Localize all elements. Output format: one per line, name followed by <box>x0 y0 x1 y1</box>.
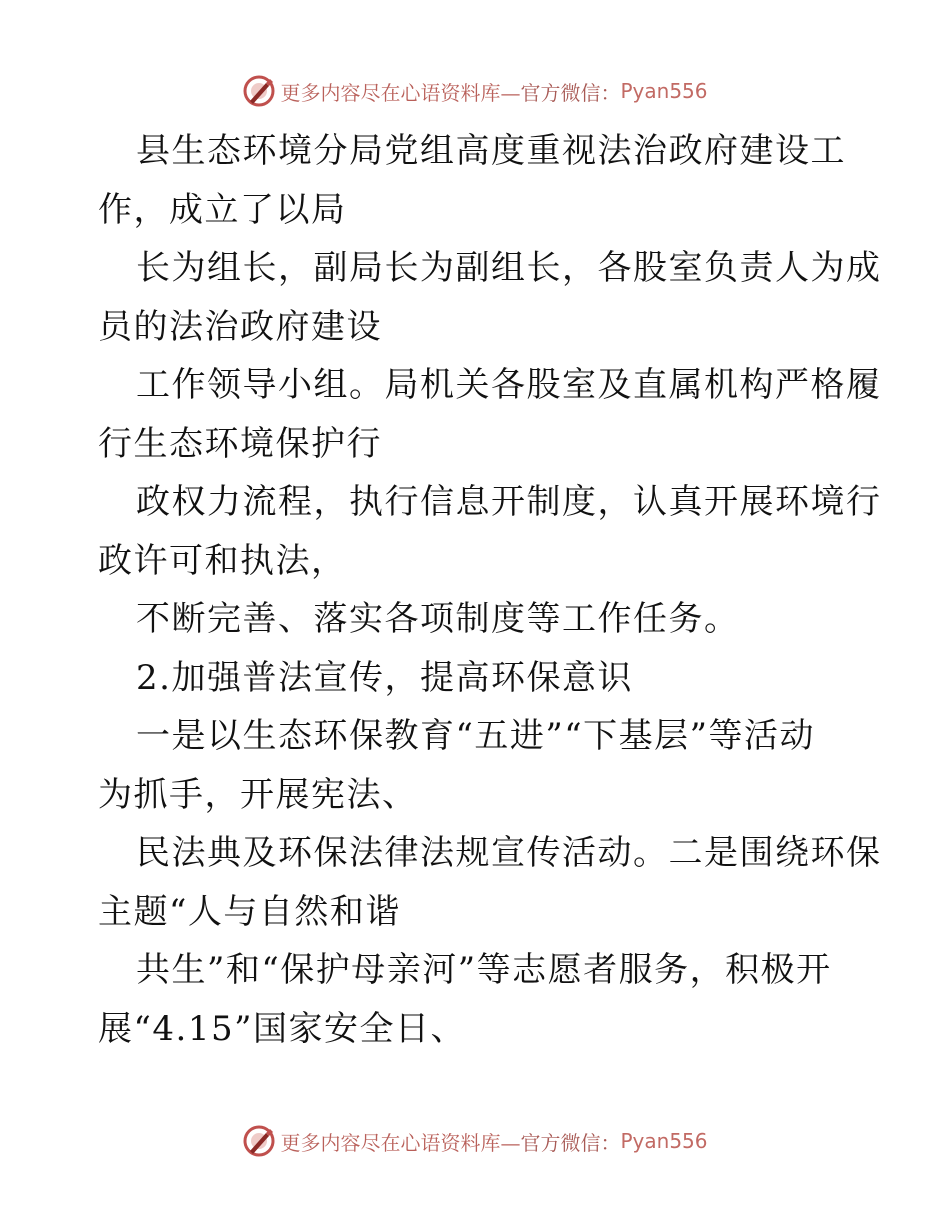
text-line: 工作领导小组。局机关各股室及直属机构严格履 <box>136 365 882 405</box>
text-line: 长为组长，副局长为副组长，各股室负责人为成 <box>136 248 882 288</box>
text-line: 县生态环境分局党组高度重视法治政府建设工 <box>136 131 846 171</box>
header-wechat-label: 官方微信： <box>520 80 621 105</box>
body-text <box>98 122 882 1058</box>
text-line: 为抓手，开展宪法、 <box>98 774 418 815</box>
text-line: 行生态环境保护行 <box>98 423 382 464</box>
section-heading: 2.加强普法宣传，提高环保意识 <box>136 657 633 698</box>
text-line: 民法典及环保法律法规宣传活动。二是围绕环保 <box>136 833 882 873</box>
footer-watermark <box>0 1121 950 1161</box>
pen-logo-icon <box>242 1124 276 1158</box>
header-banner-text: 更多内容尽在心语资料库— <box>280 80 521 105</box>
text-line: 一是以生态环保教育“五进”“下基层”等活动 <box>136 716 816 756</box>
text-line: 共生”和“保护母亲河”等志愿者服务，积极开 <box>136 950 832 990</box>
header-watermark <box>0 71 950 111</box>
text-line: 政权力流程，执行信息开制度，认真开展环境行 <box>136 482 882 522</box>
text-line: 作，成立了以局 <box>98 189 347 230</box>
footer-wechat-label: 官方微信： <box>520 1130 621 1155</box>
text-line: 展“4.15”国家安全日、 <box>98 1008 466 1049</box>
text-line: 不断完善、落实各项制度等工作任务。 <box>136 599 740 639</box>
text-line: 政许可和执法， <box>98 540 347 581</box>
footer-banner-text: 更多内容尽在心语资料库— <box>280 1130 521 1155</box>
footer-wechat-handle: Pyan556 <box>620 1129 708 1153</box>
pen-logo-icon <box>242 74 276 108</box>
text-line: 员的法治政府建设 <box>98 306 382 347</box>
header-wechat-handle: Pyan556 <box>620 79 708 103</box>
text-line: 主题“人与自然和谐 <box>98 891 401 932</box>
